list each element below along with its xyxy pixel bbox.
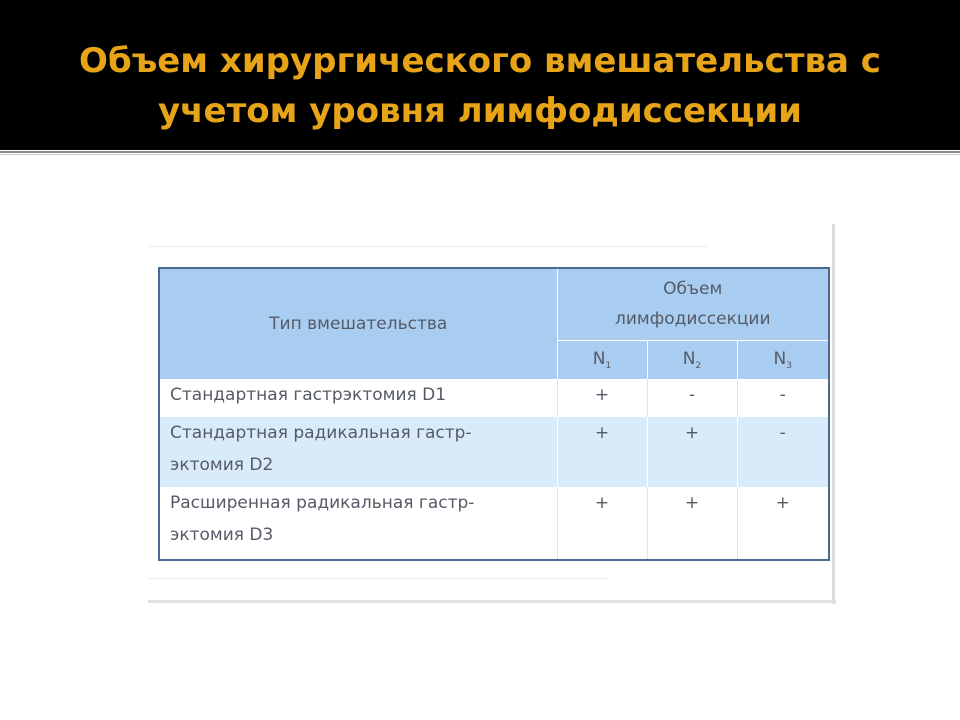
type-cell-line-2: эктомия D3 [170, 525, 274, 545]
image-shadow-right [832, 224, 835, 604]
table-header-row [159, 268, 829, 340]
n2-letter: N [682, 348, 696, 369]
slide-title [40, 36, 920, 136]
table-row [159, 487, 829, 560]
type-cell-line-1: Расширенная радикальная гастр- [170, 493, 475, 513]
type-column-header: Тип вмешательства [159, 268, 557, 379]
mark-cell-n2: + [647, 417, 737, 487]
n3-letter: N [773, 348, 787, 369]
n1-column-header [557, 340, 647, 379]
slide-title-line-2: учетом уровня лимфодиссекции [158, 91, 802, 131]
n3-subscript: 3 [786, 360, 792, 371]
mark-cell-n2: + [647, 487, 737, 560]
type-cell [159, 417, 557, 487]
volume-header-line-2: лимфодиссекции [614, 309, 771, 330]
image-bottom-edge [148, 578, 608, 579]
n2-column-header [647, 340, 737, 379]
title-divider [0, 151, 960, 153]
image-shadow-bottom [148, 600, 836, 603]
n3-column-header [737, 340, 829, 379]
n1-subscript: 1 [605, 360, 612, 371]
title-divider-thin [0, 154, 960, 155]
table-row [159, 379, 829, 417]
n1-letter: N [592, 348, 606, 369]
mark-cell-n1: + [557, 417, 647, 487]
type-cell-line-1: Стандартная гастрэктомия D1 [170, 385, 447, 405]
image-top-edge [148, 246, 708, 247]
volume-column-header [557, 268, 829, 340]
mark-cell-n1: + [557, 487, 647, 560]
slide-title-line-1: Объем хирургического вмешательства с [79, 41, 881, 81]
mark-cell-n3: - [737, 379, 829, 417]
mark-cell-n1: + [557, 379, 647, 417]
title-bar [0, 0, 960, 150]
volume-header-line-1: Объем [663, 279, 723, 300]
mark-cell-n3: - [737, 417, 829, 487]
type-cell-line-2: эктомия D2 [170, 455, 274, 475]
type-cell [159, 487, 557, 560]
mark-cell-n3: + [737, 487, 829, 560]
n2-subscript: 2 [695, 360, 702, 371]
type-cell-line-1: Стандартная радикальная гастр- [170, 423, 472, 443]
type-cell [159, 379, 557, 417]
lymphadenectomy-table [158, 267, 830, 561]
mark-cell-n2: - [647, 379, 737, 417]
table-row [159, 417, 829, 487]
